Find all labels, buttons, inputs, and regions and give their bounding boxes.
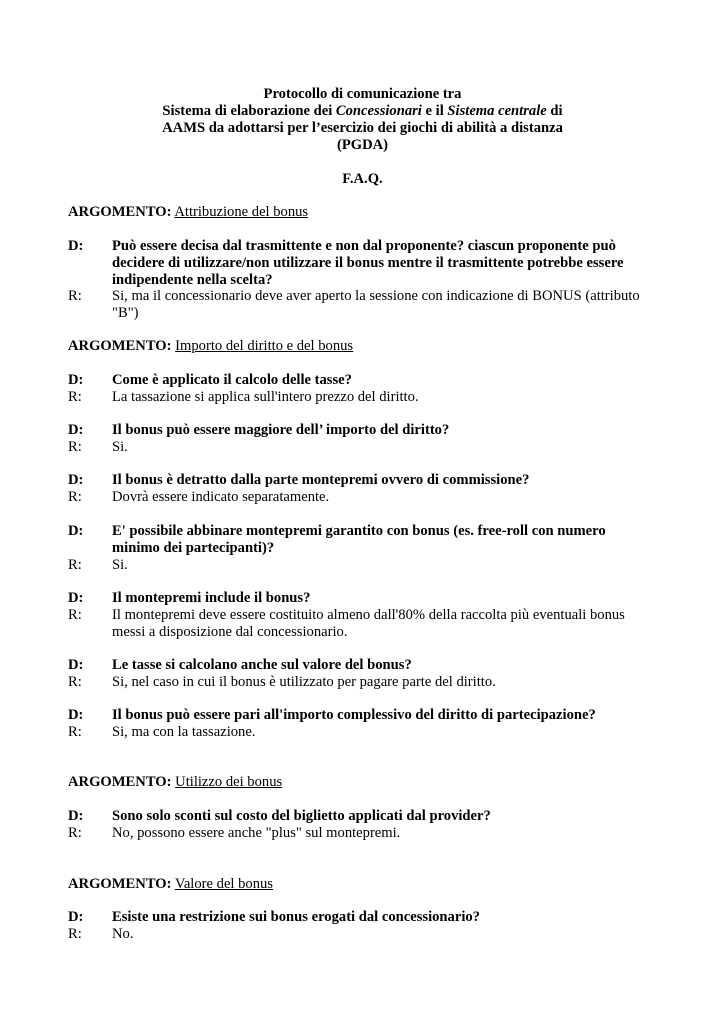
section-topic: Valore del bonus <box>174 876 273 892</box>
title-sistema-centrale: Sistema centrale <box>447 103 547 119</box>
answer-text: Si, ma con la tassazione. <box>112 724 256 740</box>
title-line-2-part: di <box>546 103 563 119</box>
answer-label: R: <box>68 674 82 690</box>
title-line-3: AAMS da adottarsi per l’esercizio dei giochi di abilità a distanza <box>162 120 563 136</box>
answer-label: R: <box>68 288 82 304</box>
section-topic: Utilizzo dei bonus <box>175 774 283 790</box>
title-line-1: Protocollo di comunicazione tra <box>263 86 462 102</box>
question-text: Il bonus può essere pari all'importo complessivo del diritto di partecipazione? <box>112 707 596 723</box>
question-text: Sono solo sconti sul costo del biglietto applicati dal provider? <box>112 808 491 824</box>
section-heading <box>68 876 273 893</box>
faq-heading: F.A.Q. <box>342 171 383 187</box>
question-text: Il montepremi include il bonus? <box>112 590 311 606</box>
answer-text: Si, nel caso in cui il bonus è utilizzato per pagare parte del diritto. <box>112 674 496 690</box>
question-text: Esiste una restrizione sui bonus erogati dal concessionario? <box>112 909 480 925</box>
argomento-label: ARGOMENTO: <box>68 338 172 354</box>
question-label: D: <box>68 590 84 606</box>
question-text: Come è applicato il calcolo delle tasse? <box>112 372 352 388</box>
question-text: Può essere decisa dal trasmittente e non dal proponente? ciascun proponente può decidere di utilizzare/non utilizzare il bonus mentre il trasmittente potrebbe essere indipendente nella scelta? <box>112 238 624 288</box>
argomento-label: ARGOMENTO: <box>68 774 172 790</box>
answer-text: Si. <box>112 557 128 573</box>
title-line-2 <box>0 103 725 120</box>
answer-label: R: <box>68 926 82 942</box>
title-line-4: (PGDA) <box>336 137 389 153</box>
question-label: D: <box>68 238 84 254</box>
section-heading <box>68 338 353 355</box>
answer-label: R: <box>68 825 82 841</box>
answer-label: R: <box>68 489 82 505</box>
title-line-2-part: e il <box>421 103 448 119</box>
question-label: D: <box>68 472 84 488</box>
question-text: Il bonus può essere maggiore dell’ importo del diritto? <box>112 422 450 438</box>
section-heading <box>68 774 282 791</box>
section-heading <box>68 204 308 221</box>
question-text: Le tasse si calcolano anche sul valore del bonus? <box>112 657 412 673</box>
section-topic: Attribuzione del bonus <box>174 204 309 220</box>
question-text: E' possibile abbinare montepremi garantito con bonus (es. free-roll con numero minimo dei partecipanti)? <box>112 523 606 556</box>
answer-text: La tassazione si applica sull'intero prezzo del diritto. <box>112 389 419 405</box>
question-label: D: <box>68 707 84 723</box>
answer-label: R: <box>68 557 82 573</box>
question-label: D: <box>68 657 84 673</box>
answer-label: R: <box>68 389 82 405</box>
question-label: D: <box>68 372 84 388</box>
question-label: D: <box>68 808 84 824</box>
answer-text: Si, ma il concessionario deve aver aperto la sessione con indicazione di BONUS (attributo "B") <box>112 288 640 321</box>
answer-text: No, possono essere anche "plus" sul montepremi. <box>112 825 401 841</box>
answer-text: No. <box>112 926 134 942</box>
argomento-label: ARGOMENTO: <box>68 204 172 220</box>
answer-text: Il montepremi deve essere costituito almeno dall'80% della raccolta più eventuali bonus messi a disposizione dal concessionario. <box>112 607 625 640</box>
argomento-label: ARGOMENTO: <box>68 876 172 892</box>
document-title <box>0 86 725 154</box>
question-label: D: <box>68 523 84 539</box>
question-label: D: <box>68 909 84 925</box>
section-topic: Importo del diritto e del bonus <box>175 338 354 354</box>
answer-text: Si. <box>112 439 128 455</box>
answer-text: Dovrà essere indicato separatamente. <box>112 489 330 505</box>
question-text: Il bonus è detratto dalla parte montepremi ovvero di commissione? <box>112 472 530 488</box>
question-label: D: <box>68 422 84 438</box>
answer-label: R: <box>68 607 82 623</box>
title-concessionari: Concessionari <box>335 103 422 119</box>
answer-label: R: <box>68 724 82 740</box>
answer-label: R: <box>68 439 82 455</box>
title-line-2-part: Sistema di elaborazione dei <box>162 103 336 119</box>
